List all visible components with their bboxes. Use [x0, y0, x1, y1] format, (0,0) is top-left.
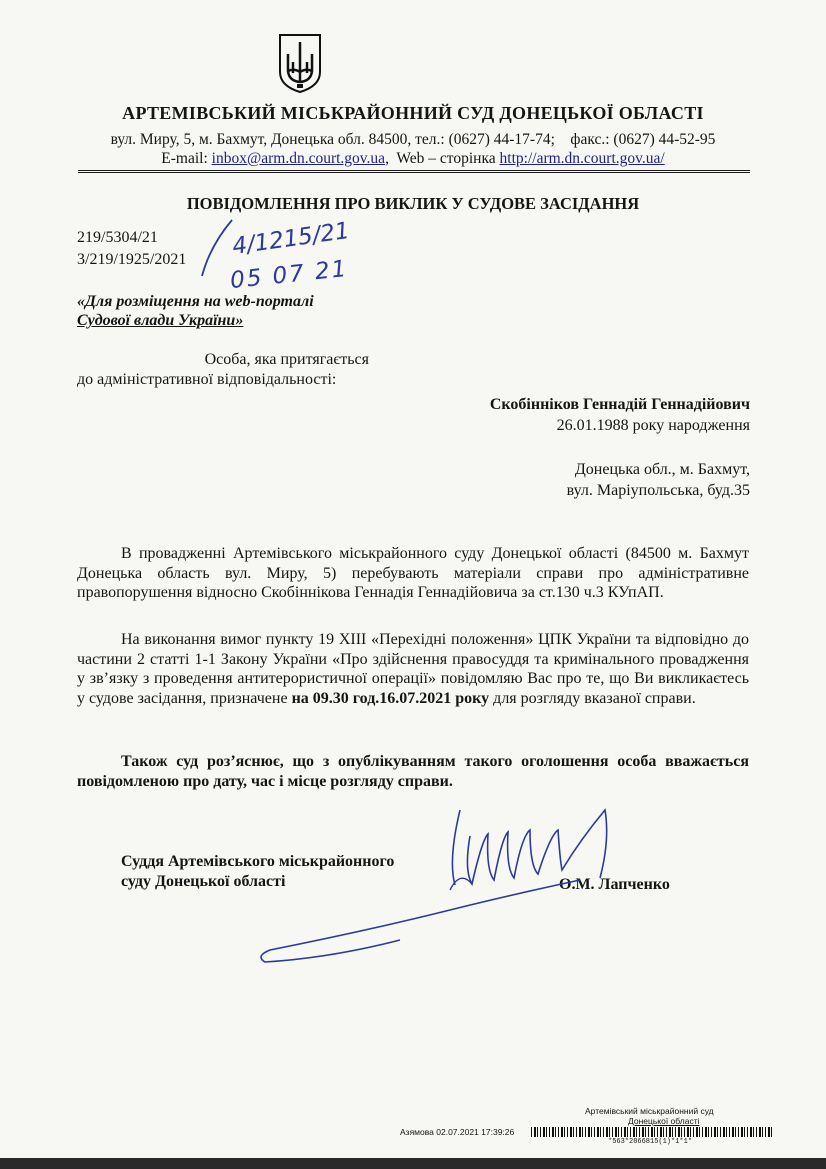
body-paragraph-1: В провадженні Артемівського міськрайонного суду Донецької області (84500 м. Бахмут Донецька область вул. Миру, 5) перебувають матеріали справи про адміністративне правопорушення відносно Скобіннікова Геннадія Геннадійовича за ст.130 ч.3 КУпАП. — [77, 545, 749, 601]
barcode-icon — [531, 1127, 772, 1137]
handwritten-reference: 4/1215/21 — [230, 217, 352, 261]
header-divider-second — [78, 172, 750, 173]
coat-of-arms-icon — [276, 32, 324, 94]
handwritten-bracket-icon — [196, 218, 236, 278]
addressee-role-line2: до адміністративної відповідальності: — [77, 371, 337, 388]
footer-court-line1: Артемівський міськрайонний суд — [585, 1106, 714, 1116]
judge-title-line1: Суддя Артемівського міськрайонного — [121, 853, 395, 870]
handwritten-signature-icon — [250, 800, 620, 970]
proceeding-number: 3/219/1925/2021 — [77, 251, 187, 268]
judge-name: О.М. Лапченко — [559, 876, 670, 893]
scan-edge-bottom — [0, 1158, 826, 1169]
footer-court-line2: Донецької області — [628, 1116, 700, 1126]
court-name: АРТЕМІВСЬКИЙ МІСЬКРАЙОННИЙ СУД ДОНЕЦЬКОЇ ОБЛАСТІ — [122, 103, 704, 123]
addressee-name: Скобінніков Геннадій Геннадійович — [489, 396, 750, 413]
addressee-role-line1: Особа, яка притягається — [204, 351, 369, 368]
addressee-birth: 26.01.1988 року народження — [556, 417, 750, 434]
web-link[interactable]: http://arm.dn.court.gov.ua/ — [499, 150, 665, 167]
footer-registrar: Азямова 02.07.2021 17:39:26 — [400, 1127, 515, 1137]
header-divider — [78, 170, 750, 171]
paragraph-2-end: для розгляду вказаної справи. — [489, 689, 696, 707]
document-title: ПОВІДОМЛЕННЯ ПРО ВИКЛИК У СУДОВЕ ЗАСІДАННЯ — [186, 194, 640, 213]
hearing-date-time: на 09.30 год.16.07.2021 року — [291, 689, 490, 707]
web-note-line1: «Для розміщення на web-порталі — [77, 293, 314, 310]
case-number: 219/5304/21 — [77, 229, 158, 246]
barcode-number: *563*2866815(1)*1*1* — [608, 1138, 693, 1146]
web-note-line2: Судової влади України» — [77, 312, 244, 329]
addressee-address-line1: Донецька обл., м. Бахмут, — [574, 461, 750, 478]
addressee-address-line2: вул. Маріупольська, буд.35 — [566, 482, 750, 499]
body-paragraph-3: Також суд роз’яснює, що з опублікуванням такого оголошення особа вважається повідомленою про дату, час і місце розгляду справи. — [77, 753, 749, 790]
email-link[interactable]: inbox@arm.dn.court.gov.ua — [211, 150, 386, 167]
body-paragraph-2 — [77, 630, 749, 708]
court-address: вул. Миру, 5, м. Бахмут, Донецька обл. 84500, тел.: (0627) 44-17-74; факс.: (0627) 44-52-95 — [110, 131, 716, 148]
email-label: E-mail: — [161, 150, 212, 167]
paragraph-2-text: На виконання вимог пункту 19 XIII «Перехідні положення» ЦПК України та відповідно до частини 2 статті 1-1 Закону України «Про здійснення правосуддя та кримінального провадження у зв’язку з проведення антитерористичної операції» повідомляю Вас про те, що Ви викликаєтесь у судове засідання, призначене — [77, 631, 749, 707]
handwritten-date: 05 07 21 — [228, 255, 350, 295]
judge-title-line2: суду Донецької області — [121, 873, 286, 890]
web-label: , Web – сторінка — [385, 150, 500, 167]
